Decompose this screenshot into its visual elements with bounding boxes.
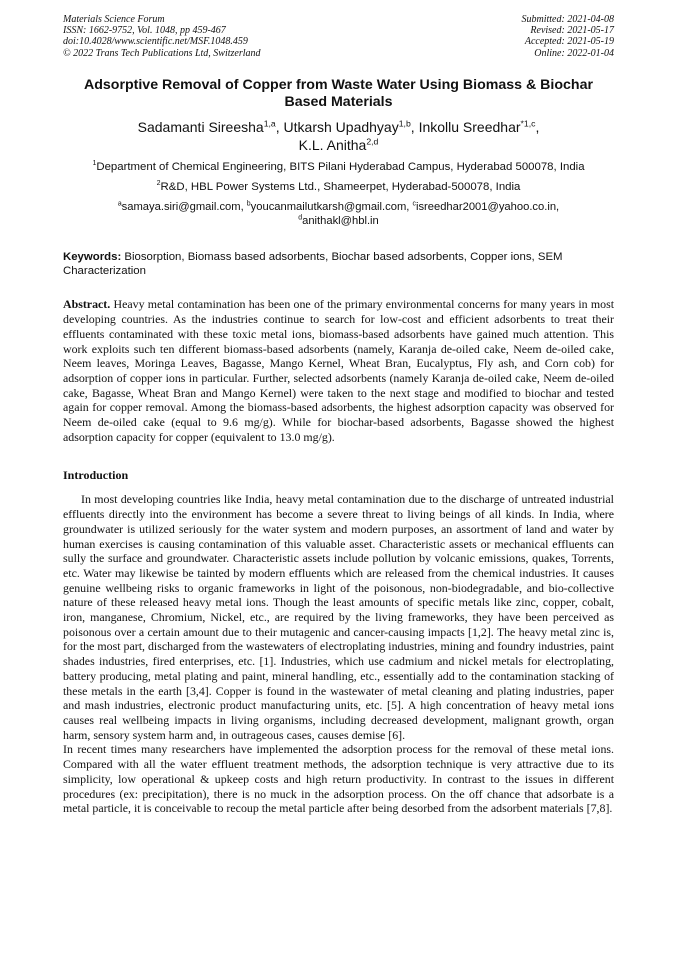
affiliation-1 [63, 160, 614, 174]
abstract-text: Heavy metal contamination has been one of the primary environmental concerns for many years in most developing countries. As the industries continue to search for low-cost and efficient adsorbents to treat their effluents contaminated with these toxic metal ions, biomass-based adsorbents have gained much attention. This work exploits such ten different biomass-based adsorbents (namely, Karanja de-oiled cake, Neem de-oiled cake, Neem leaves, Moringa Leaves, Bagasse, Mango Kernel, Wheat Bran, Eucalyptus, Fly ash, and Corn cob) for adsorption of copper ions in particular. Further, selected adsorbents (namely Karanja de-oiled cake, Neem de-oiled cake, Bagasse, Wheat Bran and Mango Kernel) were taken to the next stage and modified to biochar and tested again for copper removal. Among the biomass-based adsorbents, the highest adsorption capacity was observed for Neem de-oiled cake (equal to 9.6 mg/g). While for biochar-based adsorbents, Bagasse showed the highest adsorption capacity for copper (equivalent to 13.0 mg/g). [63, 297, 614, 444]
affiliation-mark: 1 [92, 160, 97, 168]
affiliation-2 [63, 180, 614, 194]
introduction-heading: Introduction [63, 468, 129, 483]
journal-doi: doi:10.4028/www.scientific.net/MSF.1048.459 [63, 36, 248, 48]
abstract [63, 297, 614, 444]
affiliation-text: R&D, HBL Power Systems Ltd., Shameerpet, Hyderabad-500078, India [160, 180, 521, 193]
email-mark: d [298, 214, 303, 222]
journal-info [63, 14, 261, 59]
introduction-paragraph-1: In most developing countries like India, heavy metal contamination due to the discharge of untreated industrial effluents directly into the environment has become a severe threat to living beings of all kinds. In India, where groundwater is utilized seriously for the water system and modern purposes, an assortment of land and water by human exercises is causing contamination of this valuable asset. Characteristic assets or mechanical effluents can sully the surface and groundwater. Characteristic assets include pollution by volcanic emissions, quakes, Torrents, etc. Water may likewise be tainted by modern effluents which are released from the chemical industries. It causes genuine wellbeing risks to organic frameworks in light of the poisonous, non-biodegradable, and bio-collective nature of these released heavy metal ions. Though the least amounts of specific metals like zinc, copper, cobalt, iron, manganese, Chromium, Nickel, etc., are required by the living frameworks, they have been perceived as poisonous over a certain amount due to their mutagenic and cancer-causing impacts [1,2]. The heavy metal zinc is, for the most part, discharged from the wastewaters of electroplating industries, mining and foundry industries, paint shades industries, fired enterprises, etc. [1]. Industries, which use cadmium and nickel metals for electroplating, battery producing, metal plating and paint, mineral handling, etc., essentially add to the contamination stacking of these metals in the earth [3,4]. Copper is found in the wastewater of metal cleaning and plating industries, paper and mash industries, electronic product manufacturing units, etc. [5]. A high concentration of heavy metal ions causes real wellbeing impacts in living organisms, including decreased development, malignant growth, organ harm, sensory system harm and, in outrageous cases, causes demise [6]. [63, 492, 614, 742]
email-address: anithakl@hbl.in [302, 214, 379, 227]
submission-dates [522, 14, 615, 59]
email-address: samaya.siri@gmail.com, [121, 200, 247, 213]
keywords-text: Biosorption, Biomass based adsorbents, Biochar based adsorbents, Copper ions, SEM Characterization [63, 250, 563, 278]
author-name: Utkarsh Upadhyay [283, 118, 399, 135]
affiliation-text: Department of Chemical Engineering, BITS Pilani Hyderabad Campus, Hyderabad 500078, India [96, 160, 585, 173]
journal-issn: ISSN: 1662-9752, Vol. 1048, pp 459-467 [63, 25, 226, 37]
email-mark: b [246, 200, 251, 208]
author-separator: , [535, 118, 540, 135]
keywords-label: Keywords: [63, 250, 122, 263]
author-list [63, 118, 614, 154]
journal-copyright: © 2022 Trans Tech Publications Ltd, Switzerland [63, 47, 261, 59]
email-mark: c [412, 200, 416, 208]
author-affiliation-mark: *1,c [520, 118, 536, 129]
date-revised: Revised: 2021-05-17 [530, 25, 614, 37]
journal-header [63, 14, 614, 59]
author-name: K.L. Anitha [298, 136, 367, 153]
email-address: isreedhar2001@yahoo.co.in, [415, 200, 560, 213]
author-affiliation-mark: 1,b [398, 118, 411, 129]
introduction-paragraph-2: In recent times many researchers have implemented the adsorption process for the removal of these metal ions. Compared with all the water effluent treatment methods, the adsorption technique is very attractive due to its simplicity, low operational & upkeep costs and high return productivity. In contrast to the issues in different procedures (ex: precipitation), there is no muck in the adsorption process. On the off chance that adsorbate is a metal particle, it is conceivable to recoup the metal particle after being desorbed from the adsorbent materials [7,8]. [63, 742, 614, 816]
date-submitted: Submitted: 2021-04-08 [521, 14, 614, 25]
email-mark: a [117, 200, 122, 208]
abstract-label: Abstract. [63, 297, 111, 312]
author-separator: , [275, 118, 284, 135]
author-separator: , [410, 118, 419, 135]
affiliation-mark: 2 [156, 180, 161, 188]
author-name: Sadamanti Sireesha [137, 118, 264, 135]
author-name: Inkollu Sreedhar [418, 118, 521, 135]
email-address: youcanmailutkarsh@gmail.com, [250, 200, 413, 213]
date-online: Online: 2022-01-04 [534, 47, 614, 59]
paper-page [63, 14, 614, 816]
journal-name: Materials Science Forum [63, 14, 165, 25]
paper-title: Adsorptive Removal of Copper from Waste Water Using Biomass & Biochar Based Materials [83, 76, 593, 111]
author-emails [63, 200, 614, 228]
keywords [63, 250, 614, 279]
author-affiliation-mark: 2,d [366, 136, 379, 147]
author-affiliation-mark: 1,a [263, 118, 276, 129]
date-accepted: Accepted: 2021-05-19 [524, 36, 614, 48]
